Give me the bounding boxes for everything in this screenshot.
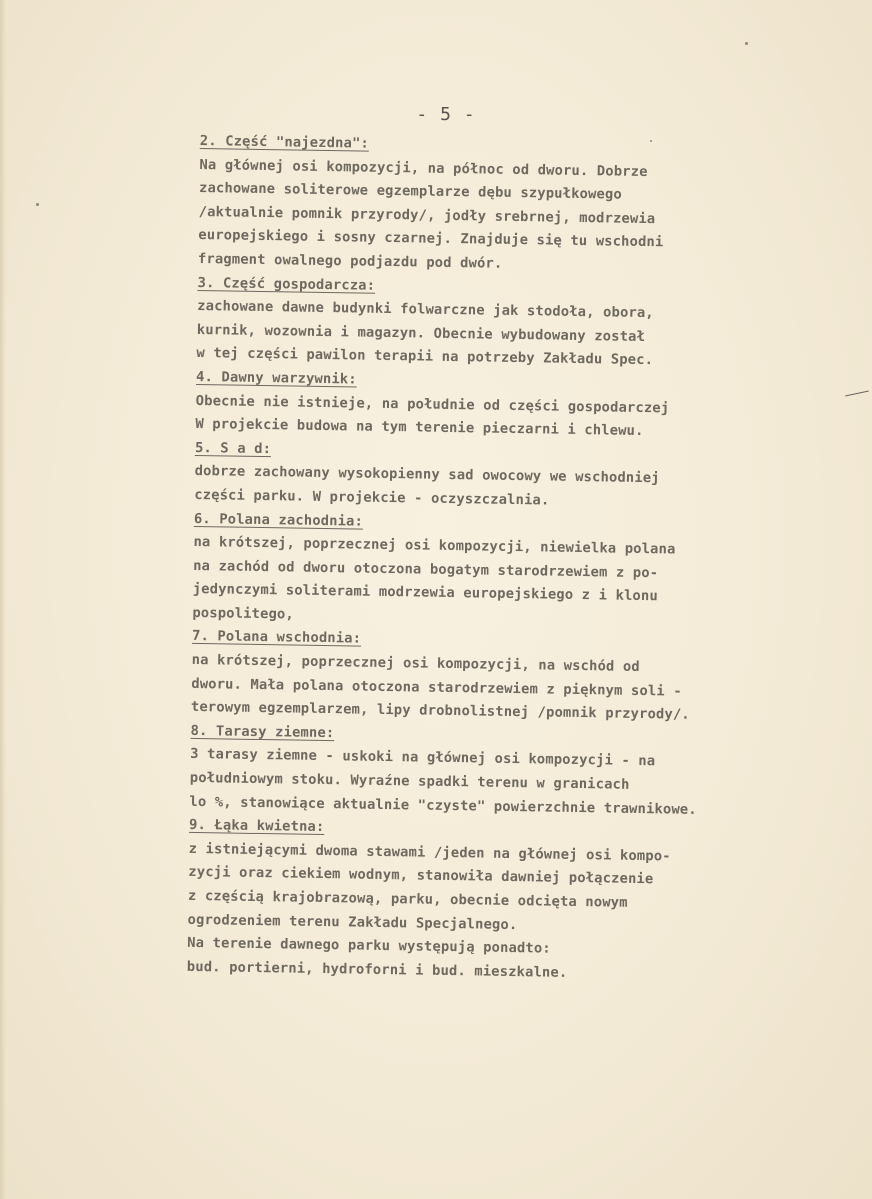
text-line: europejskiego i sosny czarnej. Znajduje się tu wschodni [198, 227, 664, 251]
section-heading-6: 6. Polana zachodnia: [193, 510, 364, 530]
text-line: z istniejącymi dwoma stawami /jeden na głównej osi kompo- [188, 840, 671, 865]
text-line: 3 tarasy ziemne - uskoki na głównej osi kompozycji - na [190, 746, 656, 770]
section-heading-5: 5. S a d: [194, 439, 272, 457]
text-line: na krótszej, poprzecznej osi kompozycji, na wschód od [191, 651, 640, 676]
text-line: z częścią krajobrazową, parku, obecnie odcięta nowym [187, 887, 628, 911]
text-line: Obecnie nie istnieje, na południe od części gospodarczej [195, 392, 670, 416]
section-heading-4: 4. Dawny warzywnik: [195, 368, 357, 388]
text-line: pospolitego, [192, 604, 295, 623]
text-line: lo %, stanowiące aktualnie "czyste" powierzchnie trawnikowe. [189, 793, 697, 818]
text-line: ogrodzeniem terenu Zakładu Specjalnego. [187, 911, 518, 933]
text-line: bud. portierni, hydroforni i bud. mieszkalne. [186, 958, 568, 981]
page-number: - 5 - [416, 104, 476, 125]
section-heading-9: 9. Łąka kwietna: [188, 817, 325, 836]
text-line: Na terenie dawnego parku występują ponadto: [187, 935, 551, 957]
margin-pencil-mark [845, 391, 869, 397]
text-line: południowym stoku. Wyraźne spadki terenu w granicach [189, 769, 630, 793]
text-line: na krótszej, poprzecznej osi kompozycji, niewielka polana [193, 534, 676, 558]
section-heading-3: 3. Część gospodarcza: [197, 274, 376, 294]
text-line: terowym egzemplarzem, lipy drobnolistnej /pomnik przyrody/. [190, 699, 690, 724]
text-line: fragment owalnego podjazdu pod dwór. [197, 250, 503, 272]
paper-speck [36, 203, 39, 206]
text-line: zachowane soliterowe egzemplarze dębu szypułkowego [198, 180, 622, 203]
paper-speck [650, 140, 652, 142]
text-line: w tej części pawilon terapii na potrzeby Zakładu Spec. [196, 345, 654, 369]
section-heading-2: 2. Część "najezdna": [199, 132, 370, 152]
text-line: Na głównej osi kompozycji, na północ od dworu. Dobrze [199, 156, 648, 180]
text-line: zycji oraz ciekiem wodnym, stanowiła dawniej połączenie [188, 864, 654, 888]
text-line: dworu. Mała polana otoczona starodrzewiem z pięknym soli - [191, 675, 682, 700]
text-line: części parku. W projekcie - oczyszczalnia. [194, 486, 550, 509]
text-line: na zachód od dworu otoczona bogatym starodrzewiem z po- [193, 557, 659, 581]
text-line: dobrze zachowany wysokopienny sad owocowy we wschodniej [194, 463, 660, 487]
text-line: /aktualnie pomnik przyrody/, jodły srebrnej, modrzewia [198, 203, 656, 227]
text-line: zachowane dawne budynki folwarczne jak stodoła, obora, [197, 298, 654, 322]
text-line: kurnik, wozownia i magazyn. Obecnie wybudowany został [196, 321, 646, 345]
text-line: jedynczymi soliterami modrzewia europejskiego z i klonu [192, 581, 658, 605]
page-edge-shadow [0, 0, 6, 1199]
text-line: W projekcie budowa na tym terenie pieczarni i chlewu. [195, 416, 644, 440]
section-heading-8: 8. Tarasy ziemne: [190, 722, 335, 742]
paper-speck [745, 42, 748, 45]
typewritten-text [187, 130, 840, 989]
section-heading-7: 7. Polana wschodnia: [191, 628, 362, 648]
